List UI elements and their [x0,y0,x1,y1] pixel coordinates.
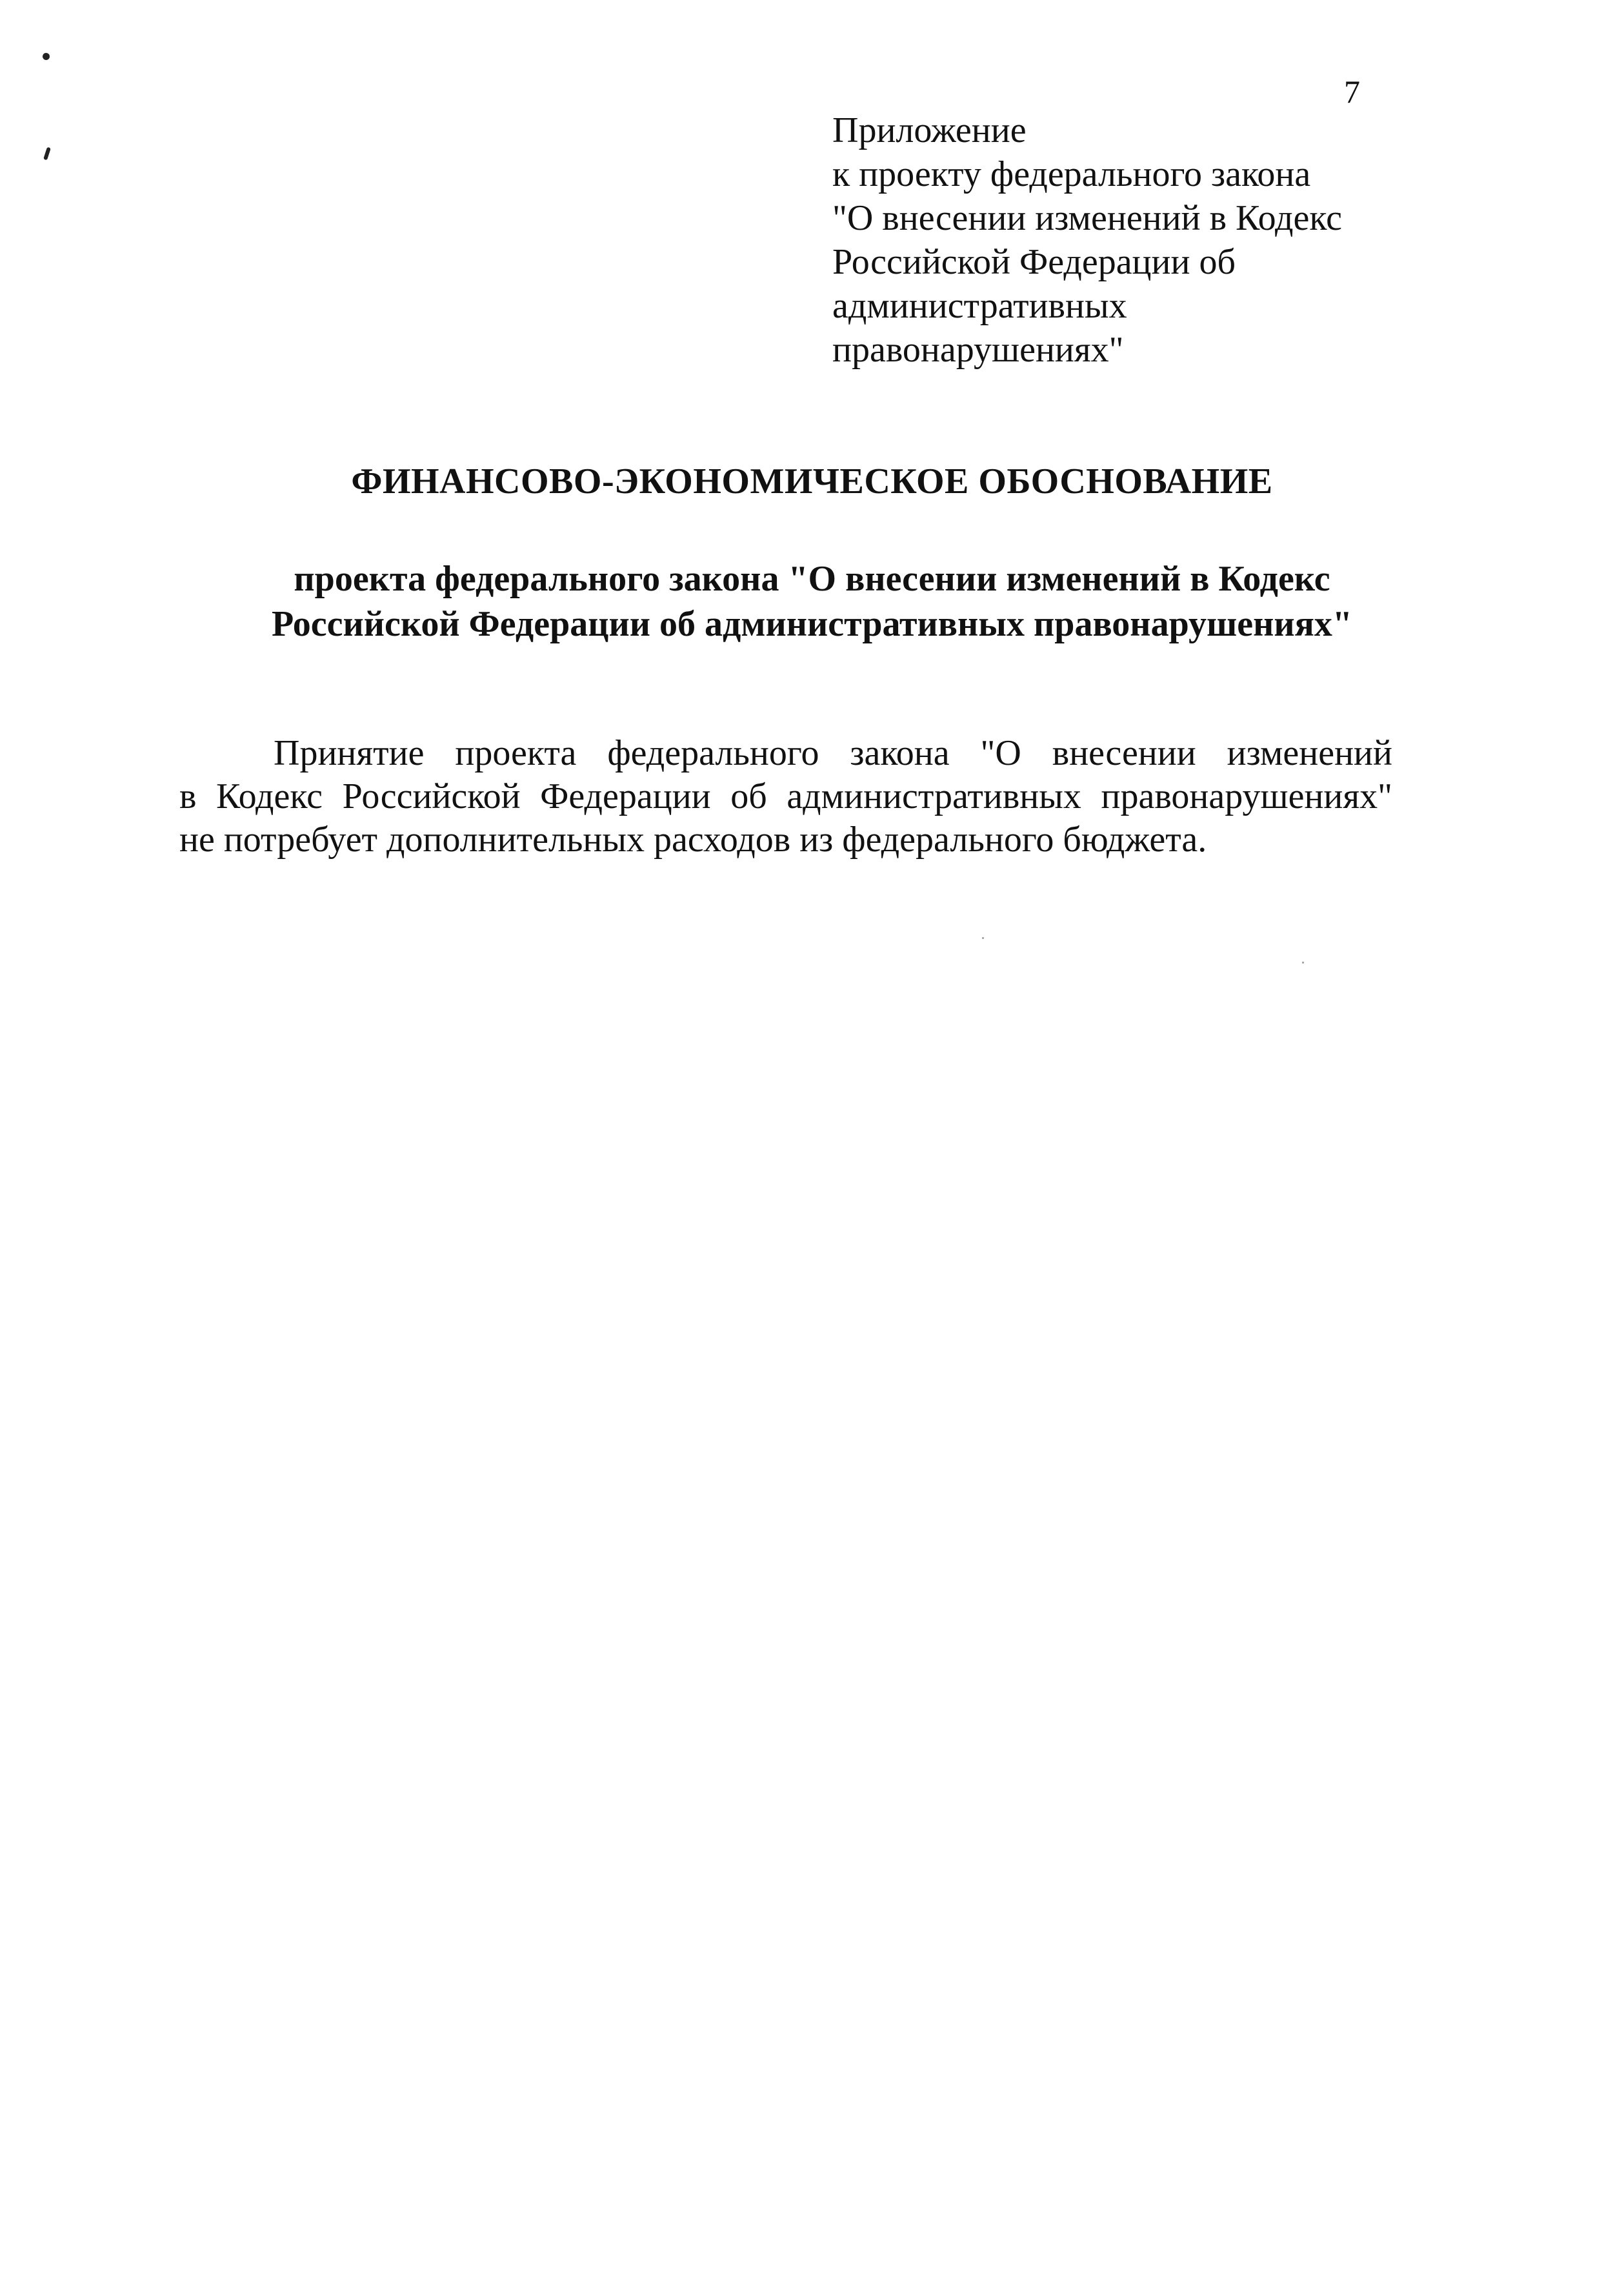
document-title: ФИНАНСОВО-ЭКОНОМИЧЕСКОЕ ОБОСНОВАНИЕ [351,461,1273,501]
appendix-line: к проекту федерального закона [832,154,1311,194]
scan-speck [1302,962,1304,964]
appendix-line: административных [832,286,1127,326]
appendix-line: правонарушениях" [832,330,1124,370]
body-line: Принятие проекта федерального закона "О внесении изменений [274,733,1392,773]
appendix-header [832,108,1478,372]
body-paragraph [179,732,1392,862]
scan-mark-tick [43,147,51,161]
appendix-line: Приложение [832,110,1027,150]
document-subtitle [0,556,1624,647]
subtitle-line: проекта федерального закона "О внесении изменений в Кодекс [294,559,1330,599]
subtitle-line: Российской Федерации об административных правонарушениях" [271,604,1353,644]
body-line: в Кодекс Российской Федерации об административных правонарушениях" [179,776,1392,816]
page-number: 7 [1344,74,1360,110]
body-line: не потребует дополнительных расходов из федерального бюджета. [179,820,1207,860]
scan-mark-dot [41,52,51,61]
scan-speck [982,937,984,939]
appendix-line: Российской Федерации об [832,242,1236,282]
appendix-line: "О внесении изменений в Кодекс [832,198,1342,238]
